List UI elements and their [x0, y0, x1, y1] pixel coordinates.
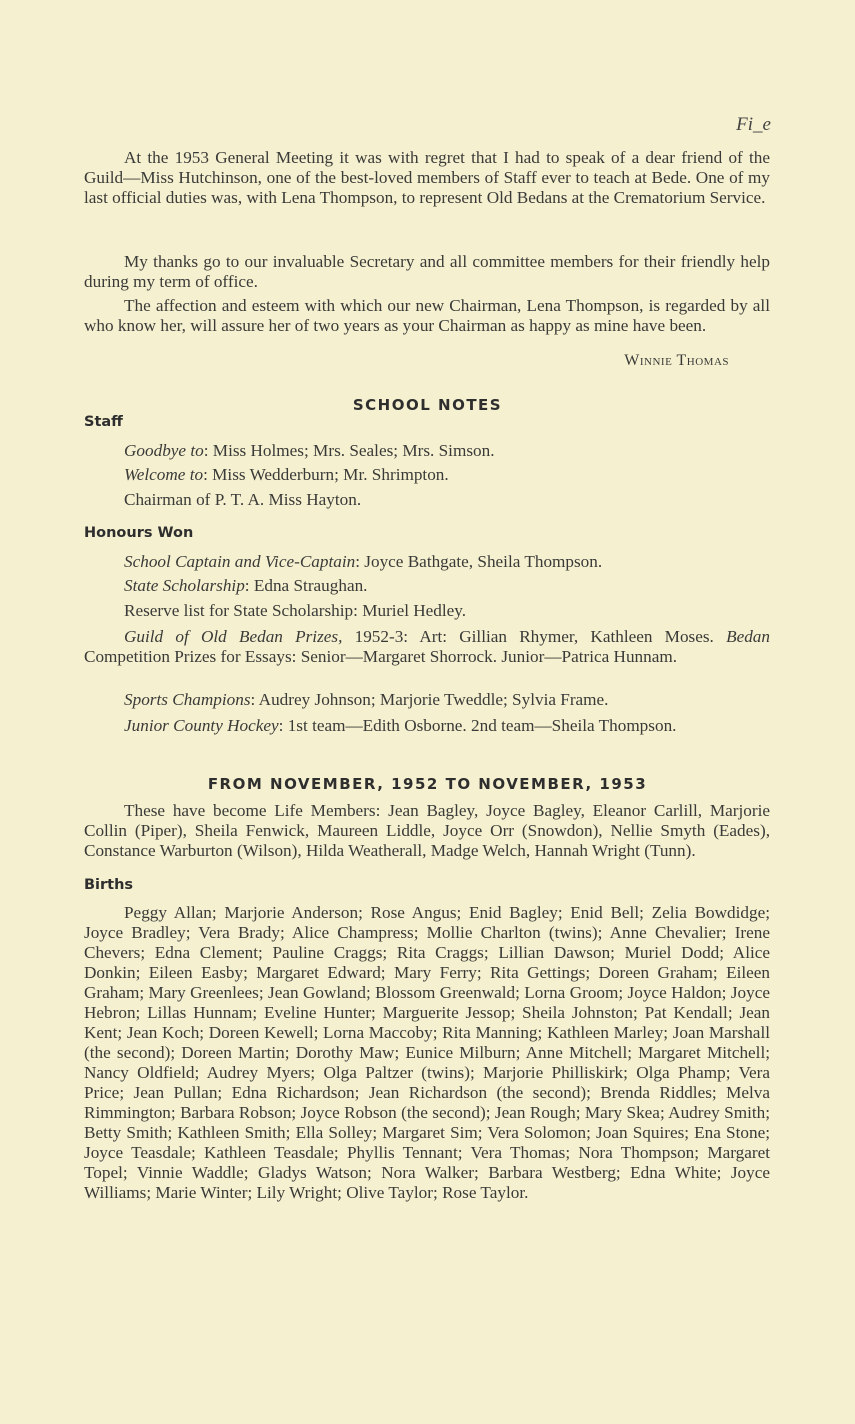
period-title: FROM NOVEMBER, 1952 TO NOVEMBER, 1953 [207, 775, 648, 793]
hockey-paragraph [84, 716, 770, 736]
guild-paragraph [84, 627, 770, 667]
sports-text: : Audrey Johnson; Marjorie Tweddle; Sylvia Frame. [250, 690, 609, 709]
goodbye-label: Goodbye to [124, 441, 204, 460]
hockey-text: : 1st team—Edith Osborne. 2nd team—Sheila Thompson. [278, 716, 677, 735]
honours-hockey [84, 716, 770, 736]
intro-p2-text: My thanks go to our invaluable Secretary and all committee members for their friendly help during my term of office. [84, 252, 770, 291]
life-members-text: These have become Life Members: Jean Bagley, Joyce Bagley, Eleanor Carlill, Marjorie Collin (Piper), Sheila Fenwick, Maureen Liddle, Joyce Orr (Snowdon), Nellie Smyth (Eades), Constance Warburton (Wilson), Hilda Weatherall, Madge Welch, Hannah Wright (Tunn). [84, 801, 770, 860]
staff-welcome [124, 465, 449, 485]
intro-paragraph-1 [84, 148, 770, 208]
scholarship-label: State Scholarship [124, 576, 245, 595]
births-paragraph [84, 903, 770, 1203]
life-members-paragraph [84, 801, 770, 861]
staff-chairman: Chairman of P. T. A. Miss Hayton. [124, 490, 362, 509]
staff-goodbye [124, 441, 495, 461]
captain-label: School Captain and Vice-Captain [124, 552, 356, 571]
intro-paragraph-2 [84, 252, 770, 292]
scholarship-text: : Edna Straughan. [244, 576, 368, 595]
honours-reserve: Reserve list for State Scholarship: Muriel Hedley. [124, 601, 467, 620]
intro-paragraph-3 [84, 296, 770, 336]
births-text: Peggy Allan; Marjorie Anderson; Rose Angus; Enid Bagley; Enid Bell; Zelia Bowdidge; Joyce Bradley; Vera Brady; Alice Champress; Mollie Charlton (twins); Anne Chevalier; Irene Chevers; Edna Clement; Pauline Craggs; Rita Craggs; Lillian Dawson; Muriel Dodd; Alice Donkin; Eileen Easby; Margaret Edward; Mary Ferry; Rita Gettings; Doreen Graham; Eileen Graham; Mary Greenlees; Jean Gowland; Blossom Greenwald; Lorna Groom; Joyce Haldon; Joyce Hebron; Lillas Hunnam; Eveline Hunter; Marguerite Jessop; Sheila Johnston; Pat Kendall; Jean Kent; Jean Koch; Doreen Kewell; Lorna Maccoby; Rita Manning; Kathleen Marley; Joan Marshall (the second); Doreen Martin; Dorothy Maw; Eunice Milburn; Anne Mitchell; Margaret Mitchell; Nancy Oldfield; Audrey Myers; Olga Paltzer (twins); Marjorie Philliskirk; Olga Phamp; Vera Price; Jean Pullan; Edna Richardson; Jean Richardson (the second); Brenda Riddles; Melva Rimmington; Barbara Robson; Joyce Robson (the second); Jean Rough; Mary Skea; Audrey Smith; Betty Smith; Kathleen Smith; Ella Solley; Margaret Sim; Vera Solomon; Joan Squires; Ena Stone; Joyce Teasdale; Kathleen Teasdale; Phyllis Tennant; Vera Thomas; Nora Thompson; Margaret Topel; Vinnie Waddle; Gladys Watson; Nora Walker; Barbara Westberg; Edna White; Joyce Williams; Marie Winter; Lily Wright; Olive Taylor; Rose Taylor. [84, 903, 770, 1202]
honours-sports [124, 690, 608, 710]
staff-heading: Staff [84, 414, 123, 430]
honours-heading: Honours Won [84, 525, 194, 541]
intro-p1-text: At the 1953 General Meeting it was with regret that I had to speak of a dear friend of the Guild—Miss Hutchinson, one of the best-loved members of Staff ever to teach at Bede. One of my last official duties was, with Lena Thompson, to represent Old Bedans at the Crematorium Service. [84, 148, 770, 207]
guild-text-2: Competition Prizes for Essays: Senior—Margaret Shorrock. Junior—Patrica Hunnam. [84, 647, 678, 666]
births-heading: Births [84, 877, 134, 893]
welcome-text: : Miss Wedderburn; Mr. Shrimpton. [203, 465, 449, 484]
honours-captain [124, 552, 602, 572]
goodbye-text: : Miss Holmes; Mrs. Seales; Mrs. Simson. [203, 441, 495, 460]
guild-bedan: Bedan [726, 627, 770, 646]
hockey-label: Junior County Hockey [124, 716, 279, 735]
welcome-label: Welcome to [124, 465, 204, 484]
page-number: Fi_e [736, 114, 771, 135]
captain-text: : Joyce Bathgate, Sheila Thompson. [355, 552, 603, 571]
honours-scholarship [124, 576, 367, 596]
guild-label: Guild of Old Bedan Prizes, [124, 627, 343, 646]
school-notes-title: SCHOOL NOTES [352, 396, 503, 414]
guild-text-1: 1952-3: Art: Gillian Rhymer, Kathleen Moses. [342, 627, 727, 646]
honours-guild [84, 627, 770, 667]
signature: Winnie Thomas [624, 352, 729, 369]
intro-p3-text: The affection and esteem with which our new Chairman, Lena Thompson, is regarded by all who know her, will assure her of two years as your Chairman as happy as mine have been. [84, 296, 770, 335]
sports-label: Sports Champions [124, 690, 251, 709]
